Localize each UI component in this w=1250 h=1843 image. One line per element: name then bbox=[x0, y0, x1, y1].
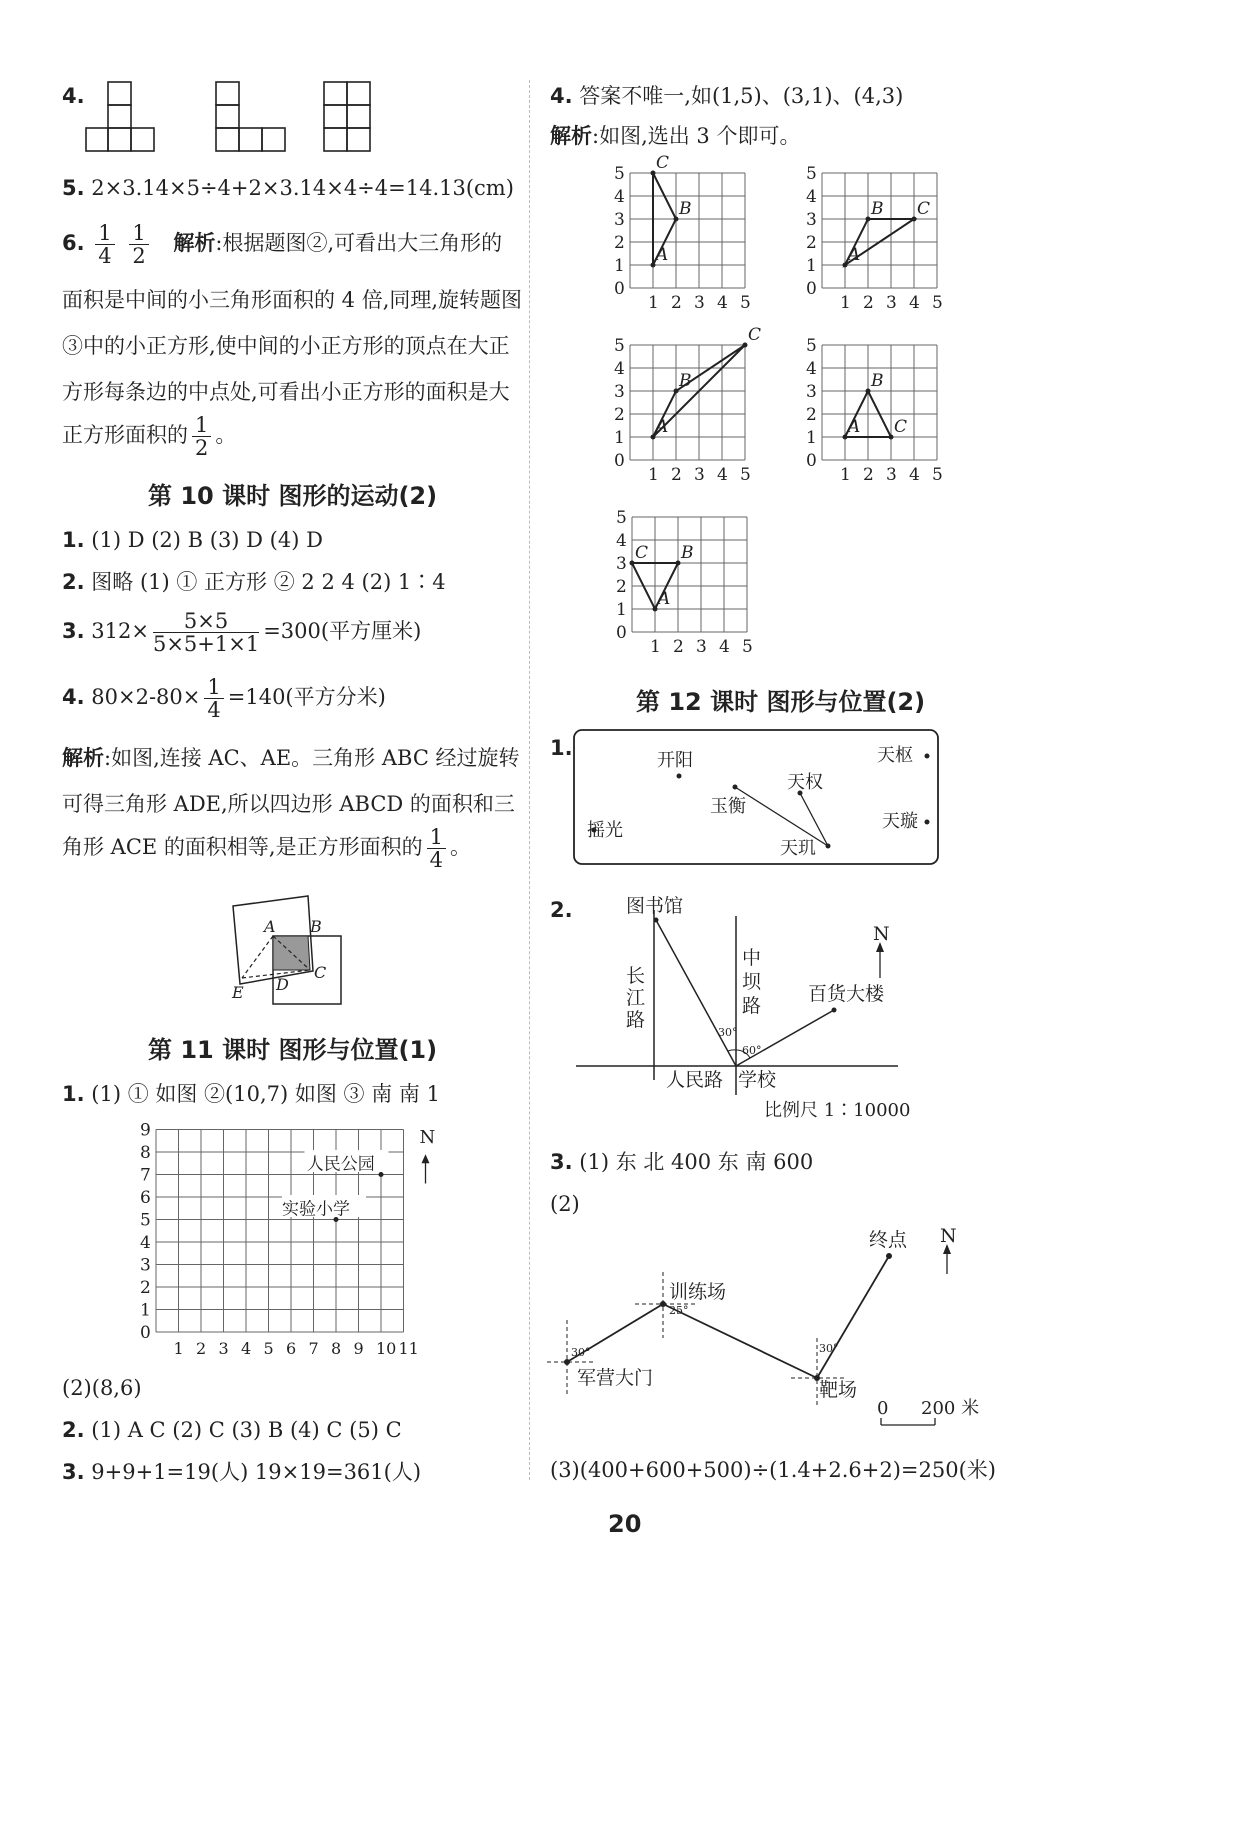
x-tick-9: 9 bbox=[353, 1339, 364, 1358]
r-q4: 4. 答案不唯一,如(1,5)、(3,1)、(4,3) bbox=[550, 84, 904, 108]
g3-y-tick-5: 5 bbox=[806, 336, 817, 356]
y-tick-6: 6 bbox=[140, 1188, 151, 1208]
g3-point-B bbox=[866, 389, 871, 394]
map-scale: 比例尺 1∶10000 bbox=[764, 1100, 911, 1121]
g4-y-tick-3: 3 bbox=[616, 554, 627, 574]
g1-x-tick-4: 4 bbox=[909, 293, 920, 313]
g4-point-A bbox=[653, 607, 658, 612]
x-tick-5: 5 bbox=[263, 1339, 274, 1358]
r12-q1-num: 1. bbox=[550, 736, 573, 760]
g0-y-tick-4: 4 bbox=[614, 187, 625, 207]
fraction-1-2b: $\frac{1}{2}$ bbox=[192, 414, 211, 459]
y-tick-8: 8 bbox=[140, 1143, 151, 1163]
g0-label-A: A bbox=[656, 245, 669, 265]
map-cj-2: 江 bbox=[626, 987, 646, 1009]
s11-q1: 1. (1) ① 如图 ②(10,7) 如图 ③ 南 南 1 bbox=[62, 1082, 440, 1106]
y-tick-5: 5 bbox=[140, 1210, 151, 1231]
route-gate: 军营大门 bbox=[577, 1367, 654, 1389]
g0-y-tick-0: 0 bbox=[614, 279, 625, 299]
fraction-1-4c: $\frac{1}{4}$ bbox=[427, 826, 446, 871]
g1-point-C bbox=[912, 217, 917, 222]
g4-label-A: A bbox=[658, 589, 671, 609]
g4-label-B: B bbox=[681, 543, 694, 563]
g2-label-B: B bbox=[679, 371, 692, 391]
fig-label-e: E bbox=[232, 983, 244, 1002]
g0-point-B bbox=[674, 217, 679, 222]
g4-y-tick-4: 4 bbox=[616, 531, 627, 551]
g3-y-tick-3: 3 bbox=[806, 382, 817, 402]
q6-line1: 6. $\frac{1}{4}$ $\frac{1}{2}$ 解析:根据题图②,可看出大三角形的 bbox=[62, 221, 503, 269]
g2-label-A: A bbox=[656, 417, 669, 437]
map-zb-1: 中 bbox=[742, 947, 762, 969]
section-12-title: 第 12 课时 图形与位置(2) bbox=[636, 688, 926, 716]
g0-x-tick-4: 4 bbox=[717, 293, 728, 313]
x-tick-3: 3 bbox=[218, 1339, 229, 1358]
r12-q3-2: (2) bbox=[550, 1192, 580, 1216]
g0-y-tick-3: 3 bbox=[614, 210, 625, 230]
map-angle60: 60° bbox=[742, 1044, 762, 1057]
g1-x-tick-1: 1 bbox=[840, 293, 851, 313]
g4-x-tick-4: 4 bbox=[719, 637, 730, 657]
g2-y-tick-5: 5 bbox=[614, 336, 625, 356]
route-scale-200: 200 米 bbox=[921, 1398, 980, 1419]
y-tick-1: 1 bbox=[140, 1300, 151, 1321]
g3-y-tick-4: 4 bbox=[806, 359, 817, 379]
map-zb-3: 路 bbox=[742, 995, 762, 1017]
section-11-title: 第 11 课时 图形与位置(1) bbox=[148, 1036, 438, 1064]
x-tick-10: 10 bbox=[376, 1339, 397, 1358]
g0-y-tick-5: 5 bbox=[614, 164, 625, 184]
g4-y-tick-0: 0 bbox=[616, 623, 627, 643]
g1-x-tick-3: 3 bbox=[886, 293, 897, 313]
route-north: N bbox=[940, 1225, 957, 1247]
s10-q1: 1. (1) D (2) B (3) D (4) D bbox=[62, 528, 323, 552]
map-library: 图书馆 bbox=[626, 895, 684, 917]
g4-y-tick-2: 2 bbox=[616, 577, 627, 597]
north-label: N bbox=[419, 1127, 436, 1148]
y-tick-2: 2 bbox=[140, 1278, 151, 1298]
y-tick-3: 3 bbox=[140, 1255, 151, 1276]
g0-label-B: B bbox=[679, 199, 692, 219]
map-angle30: 30° bbox=[718, 1026, 738, 1039]
s10-q2: 2. 图略 (1) ① 正方形 ② 2 2 4 (2) 1∶4 bbox=[62, 570, 446, 594]
g2-y-tick-2: 2 bbox=[614, 405, 625, 425]
x-tick-7: 7 bbox=[308, 1339, 319, 1358]
route-angle30a: 30° bbox=[571, 1346, 591, 1359]
g3-x-tick-1: 1 bbox=[840, 465, 851, 485]
fig-label-a: A bbox=[264, 917, 276, 936]
s10-q3: 3. 312× $\frac{5\times 5}{5\times 5+1\times 1}$ =300(平方厘米) bbox=[62, 609, 422, 657]
y-tick-0: 0 bbox=[140, 1323, 151, 1343]
g1-y-tick-3: 3 bbox=[806, 210, 817, 230]
route-angle30b: 30° bbox=[819, 1342, 839, 1355]
north-arrow-head bbox=[422, 1154, 430, 1163]
g2-point-A bbox=[651, 435, 656, 440]
g0-y-tick-1: 1 bbox=[614, 256, 625, 276]
q6-line5: 正方形面积的 $\frac{1}{2}$ 。 bbox=[62, 413, 237, 461]
x-tick-1: 1 bbox=[173, 1339, 184, 1358]
g2-point-B bbox=[674, 389, 679, 394]
q6-line4: 方形每条边的中点处,可看出小正方形的面积是大 bbox=[62, 380, 510, 404]
school-map bbox=[570, 890, 930, 1130]
g3-label-B: B bbox=[871, 371, 884, 391]
s10-q4: 4. 80×2-80× $\frac{1}{4}$ =140(平方分米) bbox=[62, 675, 386, 723]
g4-x-tick-2: 2 bbox=[673, 637, 684, 657]
g3-point-C bbox=[889, 435, 894, 440]
map-renmin: 人民路 bbox=[666, 1069, 724, 1091]
g2-y-tick-4: 4 bbox=[614, 359, 625, 379]
section-10-title: 第 10 课时 图形的运动(2) bbox=[148, 482, 438, 510]
route-training: 训练场 bbox=[669, 1281, 727, 1303]
g1-label-A: A bbox=[848, 245, 861, 265]
fraction-5x5: $\frac{5\times 5}{5\times 5+1\times 1}$ bbox=[152, 609, 260, 657]
g2-point-C bbox=[743, 343, 748, 348]
map-dept: 百货大楼 bbox=[808, 983, 885, 1005]
r12-q2-num: 2. bbox=[550, 898, 573, 922]
g3-y-tick-0: 0 bbox=[806, 451, 817, 471]
star-tianshu: 天枢 bbox=[877, 745, 913, 766]
g1-point-B bbox=[866, 217, 871, 222]
g2-x-tick-3: 3 bbox=[694, 465, 705, 485]
g0-point-A bbox=[651, 263, 656, 268]
g1-y-tick-2: 2 bbox=[806, 233, 817, 253]
route-range: 靶场 bbox=[819, 1379, 858, 1401]
y-tick-4: 4 bbox=[140, 1233, 151, 1253]
r12-q3: 3. (1) 东 北 400 东 南 600 bbox=[550, 1150, 814, 1174]
star-kaiyang: 开阳 bbox=[657, 750, 693, 771]
s10-expl3: 角形 ACE 的面积相等,是正方形面积的 $\frac{1}{4}$ 。 bbox=[62, 825, 471, 873]
g2-y-tick-1: 1 bbox=[614, 428, 625, 448]
x-tick-6: 6 bbox=[286, 1339, 297, 1358]
g1-x-tick-2: 2 bbox=[863, 293, 874, 313]
q5-line: 5. 2×3.14×5÷4+2×3.14×4÷4=14.13(cm) bbox=[62, 176, 514, 200]
star-tianxuan: 天璇 bbox=[882, 811, 918, 832]
g4-label-C: C bbox=[635, 543, 649, 563]
route-end: 终点 bbox=[869, 1229, 908, 1251]
g0-x-tick-5: 5 bbox=[740, 293, 751, 313]
star-tianquan: 天权 bbox=[787, 772, 823, 793]
y-tick-7: 7 bbox=[140, 1165, 151, 1186]
big-dipper-box bbox=[572, 728, 942, 868]
g3-x-tick-4: 4 bbox=[909, 465, 920, 485]
s10-expl1: 解析:如图,连接 AC、AE。三角形 ABC 经过旋转 bbox=[62, 746, 520, 770]
g1-label-B: B bbox=[871, 199, 884, 219]
y-tick-9: 9 bbox=[140, 1120, 151, 1141]
point-park bbox=[379, 1172, 384, 1177]
g1-y-tick-0: 0 bbox=[806, 279, 817, 299]
g1-point-A bbox=[843, 263, 848, 268]
fraction-1-4: $\frac{1}{4}$ bbox=[95, 222, 114, 267]
g4-point-C bbox=[630, 561, 635, 566]
g4-point-B bbox=[676, 561, 681, 566]
g2-y-tick-0: 0 bbox=[614, 451, 625, 471]
g3-y-tick-2: 2 bbox=[806, 405, 817, 425]
g3-label-A: A bbox=[848, 417, 861, 437]
map-north: N bbox=[873, 923, 890, 945]
g4-x-tick-3: 3 bbox=[696, 637, 707, 657]
g1-y-tick-4: 4 bbox=[806, 187, 817, 207]
q6-line3: ③中的小正方形,使中间的小正方形的顶点在大正 bbox=[62, 334, 510, 358]
g0-x-tick-3: 3 bbox=[694, 293, 705, 313]
fig-label-d: D bbox=[276, 975, 289, 994]
star-tianji: 天玑 bbox=[780, 838, 816, 859]
g3-label-C: C bbox=[894, 417, 908, 437]
shape-views-figure bbox=[86, 78, 506, 158]
g0-label-C: C bbox=[656, 153, 670, 173]
g0-y-tick-2: 2 bbox=[614, 233, 625, 253]
s11-q2: 2. (1) A C (2) C (3) B (4) C (5) C bbox=[62, 1418, 402, 1442]
x-tick-4: 4 bbox=[241, 1339, 252, 1358]
x-tick-2: 2 bbox=[196, 1339, 207, 1358]
g4-x-tick-1: 1 bbox=[650, 637, 661, 657]
label-school: 实验小学 bbox=[282, 1199, 350, 1220]
s11-q3: 3. 9+9+1=19(人) 19×19=361(人) bbox=[62, 1460, 422, 1484]
g1-label-C: C bbox=[917, 199, 931, 219]
fraction-1-2: $\frac{1}{2}$ bbox=[129, 222, 148, 267]
map-zb-2: 坝 bbox=[742, 971, 762, 993]
g3-point-A bbox=[843, 435, 848, 440]
g3-x-tick-2: 2 bbox=[863, 465, 874, 485]
g0-x-tick-2: 2 bbox=[671, 293, 682, 313]
fig-label-b: B bbox=[310, 917, 322, 936]
g2-x-tick-5: 5 bbox=[740, 465, 751, 485]
g4-y-tick-5: 5 bbox=[616, 508, 627, 528]
g1-y-tick-5: 5 bbox=[806, 164, 817, 184]
g2-x-tick-1: 1 bbox=[648, 465, 659, 485]
map-cj-3: 路 bbox=[626, 1009, 646, 1031]
g2-x-tick-2: 2 bbox=[671, 465, 682, 485]
g0-point-C bbox=[651, 171, 656, 176]
coordinate-grid bbox=[130, 1120, 450, 1360]
g3-x-tick-5: 5 bbox=[932, 465, 943, 485]
route-angle25: 25° bbox=[669, 1304, 689, 1317]
rotation-figure bbox=[228, 896, 388, 1036]
map-school: 学校 bbox=[738, 1069, 777, 1091]
route-map bbox=[555, 1225, 995, 1448]
x-tick-8: 8 bbox=[331, 1339, 342, 1358]
fig-label-c: C bbox=[314, 963, 327, 982]
q6-line2: 面积是中间的小三角形面积的 4 倍,同理,旋转题图 bbox=[62, 288, 523, 312]
s10-expl2: 可得三角形 ADE,所以四边形 ABCD 的面积和三 bbox=[62, 792, 515, 816]
label-park: 人民公园 bbox=[306, 1154, 375, 1175]
g4-x-tick-5: 5 bbox=[742, 637, 753, 657]
g2-label-C: C bbox=[748, 325, 762, 345]
triangle-grids bbox=[600, 153, 1100, 680]
g0-x-tick-1: 1 bbox=[648, 293, 659, 313]
r-expl: 解析:如图,选出 3 个即可。 bbox=[550, 124, 801, 148]
fraction-1-4b: $\frac{1}{4}$ bbox=[204, 676, 223, 721]
page-number: 20 bbox=[608, 1510, 642, 1538]
s11-q1-2: (2)(8,6) bbox=[62, 1376, 142, 1400]
route-scale-0: 0 bbox=[877, 1398, 889, 1419]
g2-x-tick-4: 4 bbox=[717, 465, 728, 485]
q4-number: 4. bbox=[62, 84, 85, 108]
g3-x-tick-3: 3 bbox=[886, 465, 897, 485]
r12-q3-3: (3)(400+600+500)÷(1.4+2.6+2)=250(米) bbox=[550, 1458, 996, 1482]
x-tick-11: 11 bbox=[398, 1339, 419, 1358]
column-divider bbox=[529, 80, 531, 1480]
g1-y-tick-1: 1 bbox=[806, 256, 817, 276]
star-yuheng: 玉衡 bbox=[710, 796, 746, 817]
g1-x-tick-5: 5 bbox=[932, 293, 943, 313]
g2-y-tick-3: 3 bbox=[614, 382, 625, 402]
map-cj-1: 长 bbox=[626, 965, 646, 987]
g4-y-tick-1: 1 bbox=[616, 600, 627, 620]
star-yaoguang: 摇光 bbox=[587, 820, 623, 841]
g3-y-tick-1: 1 bbox=[806, 428, 817, 448]
